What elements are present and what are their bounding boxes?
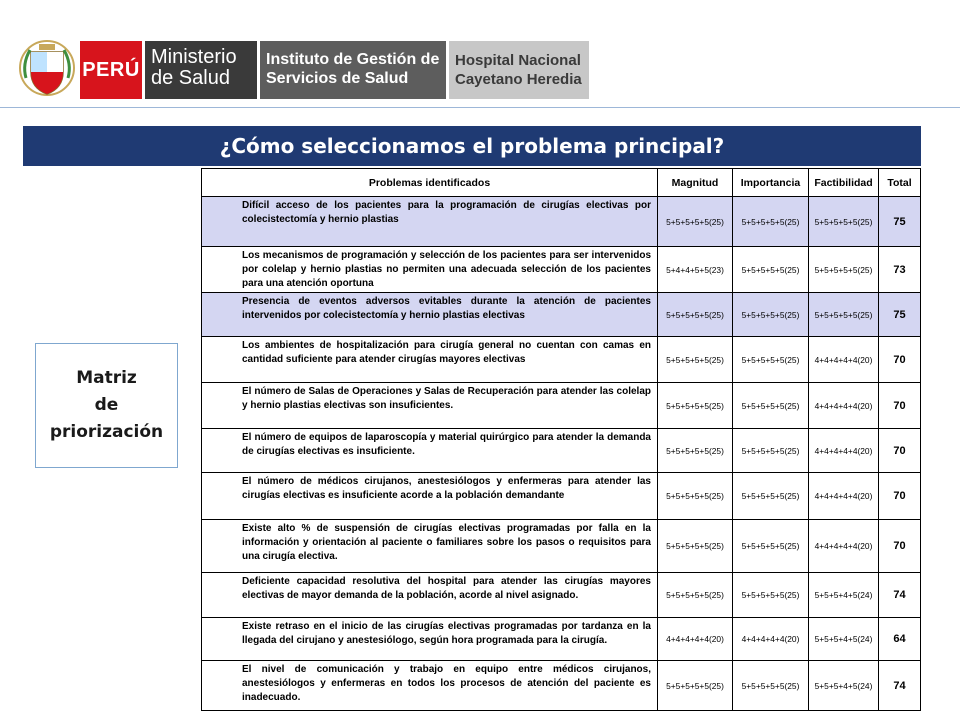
importancia-cell: 5+5+5+5+5(25) (733, 661, 809, 711)
problem-cell: Presencia de eventos adversos evitables durante la atención de pacientes intervenidos por colecistectomía y hernio plastias electivas (202, 293, 658, 337)
header-total: Total (879, 169, 921, 197)
problem-cell: El número de médicos cirujanos, anestesiólogos y enfermeras para atender las cirugías electivas es insuficiente acorde a la población demandante (202, 473, 658, 520)
total-cell: 74 (879, 661, 921, 711)
table-row (202, 618, 921, 661)
table-body (202, 197, 921, 711)
factibilidad-cell: 5+5+5+4+5(24) (809, 618, 879, 661)
importancia-cell: 5+5+5+5+5(25) (733, 383, 809, 429)
factibilidad-cell: 4+4+4+4+4(20) (809, 429, 879, 473)
problem-cell: Los ambientes de hospitalización para cirugía general no cuentan con camas en cantidad suficiente para atender cirugías mayores electivas (202, 337, 658, 383)
importancia-cell: 5+5+5+5+5(25) (733, 293, 809, 337)
coat-of-arms-icon (18, 38, 76, 102)
magnitud-cell: 5+5+5+5+5(25) (658, 573, 733, 618)
problem-cell: Difícil acceso de los pacientes para la programación de cirugías electivas por colecistectomía y hernio plastias (202, 197, 658, 247)
magnitud-cell: 5+5+5+5+5(25) (658, 337, 733, 383)
slide-title: ¿Cómo seleccionamos el problema principal? (219, 134, 725, 158)
importancia-cell: 5+5+5+5+5(25) (733, 473, 809, 520)
importancia-cell: 5+5+5+5+5(25) (733, 197, 809, 247)
total-cell: 70 (879, 429, 921, 473)
total-cell: 70 (879, 473, 921, 520)
matrix-label-line1: Matriz (76, 368, 137, 388)
problem-cell: Deficiente capacidad resolutiva del hospital para atender las cirugías mayores electivas de mayor demanda de la población, acorde al nivel asignado. (202, 573, 658, 618)
problem-cell: Los mecanismos de programación y selección de los pacientes para ser intervenidos por colelap y hernio plastias no permiten una adecuada selección de los pacientes para una atención oportuna (202, 247, 658, 293)
table-row (202, 337, 921, 383)
importancia-cell: 5+5+5+5+5(25) (733, 573, 809, 618)
magnitud-cell: 5+5+5+5+5(25) (658, 429, 733, 473)
table-row (202, 383, 921, 429)
magnitud-cell: 5+5+5+5+5(25) (658, 661, 733, 711)
hospital-line2: Cayetano Heredia (455, 71, 582, 88)
hospital-logo (449, 41, 589, 99)
table-header-row (202, 169, 921, 197)
problem-cell: El número de Salas de Operaciones y Salas de Recuperación para atender las colelap y hernio plastias electivas son insuficientes. (202, 383, 658, 429)
magnitud-cell: 5+5+5+5+5(25) (658, 473, 733, 520)
factibilidad-cell: 5+5+5+5+5(25) (809, 247, 879, 293)
header-problemas: Problemas identificados (202, 169, 658, 197)
factibilidad-cell: 4+4+4+4+4(20) (809, 520, 879, 573)
matrix-label-line2: de (94, 395, 119, 415)
header-divider (0, 107, 960, 108)
hospital-line1: Hospital Nacional (455, 52, 581, 69)
magnitud-cell: 4+4+4+4+4(20) (658, 618, 733, 661)
matrix-label-box (35, 343, 178, 468)
problem-cell: El número de equipos de laparoscopía y material quirúrgico para atender la demanda de cirugías electivas es insuficiente. (202, 429, 658, 473)
instituto-line1: Instituto de Gestión de (266, 51, 440, 68)
header-factibilidad: Factibilidad (809, 169, 879, 197)
importancia-cell: 5+5+5+5+5(25) (733, 337, 809, 383)
factibilidad-cell: 4+4+4+4+4(20) (809, 473, 879, 520)
factibilidad-cell: 5+5+5+4+5(24) (809, 661, 879, 711)
importancia-cell: 5+5+5+5+5(25) (733, 247, 809, 293)
table-row (202, 661, 921, 711)
problem-cell: Existe retraso en el inicio de las cirugías electivas programadas por tardanza en la llegada del cirujano y anestesiólogo, según hora programada para la cirugía. (202, 618, 658, 661)
factibilidad-cell: 4+4+4+4+4(20) (809, 383, 879, 429)
peru-logo-text: PERÚ (82, 58, 140, 81)
header-magnitud: Magnitud (658, 169, 733, 197)
table-row (202, 573, 921, 618)
factibilidad-cell: 5+5+5+5+5(25) (809, 293, 879, 337)
table-row (202, 293, 921, 337)
factibilidad-cell: 5+5+5+5+5(25) (809, 197, 879, 247)
total-cell: 73 (879, 247, 921, 293)
total-cell: 70 (879, 383, 921, 429)
matrix-label-line3: priorización (49, 422, 164, 442)
factibilidad-cell: 4+4+4+4+4(20) (809, 337, 879, 383)
magnitud-cell: 5+5+5+5+5(25) (658, 293, 733, 337)
instituto-line2: Servicios de Salud (266, 70, 409, 87)
table-row (202, 197, 921, 247)
prioritization-matrix-table (201, 168, 921, 711)
ministerio-line2: de Salud (151, 67, 230, 89)
ministerio-logo (145, 41, 257, 99)
magnitud-cell: 5+5+5+5+5(25) (658, 383, 733, 429)
table-row (202, 429, 921, 473)
importancia-cell: 5+5+5+5+5(25) (733, 429, 809, 473)
total-cell: 74 (879, 573, 921, 618)
magnitud-cell: 5+5+5+5+5(25) (658, 197, 733, 247)
institutional-header (0, 0, 960, 108)
magnitud-cell: 5+5+5+5+5(25) (658, 520, 733, 573)
problem-cell: El nivel de comunicación y trabajo en equipo entre médicos cirujanos, anestesiólogos y enfermeras en todos los procesos de atención del paciente es inadecuado. (202, 661, 658, 711)
peru-logo (80, 41, 142, 99)
slide-title-banner (23, 126, 921, 166)
total-cell: 75 (879, 293, 921, 337)
magnitud-cell: 5+4+4+5+5(23) (658, 247, 733, 293)
header-importancia: Importancia (733, 169, 809, 197)
importancia-cell: 4+4+4+4+4(20) (733, 618, 809, 661)
total-cell: 64 (879, 618, 921, 661)
total-cell: 70 (879, 520, 921, 573)
importancia-cell: 5+5+5+5+5(25) (733, 520, 809, 573)
table-row (202, 473, 921, 520)
problem-cell: Existe alto % de suspensión de cirugías electivas programadas por falla en la información y orientación al paciente o familiares sobre los pasos o requisitos para una cirugía electiva. (202, 520, 658, 573)
instituto-logo (260, 41, 446, 99)
factibilidad-cell: 5+5+5+4+5(24) (809, 573, 879, 618)
table-row (202, 520, 921, 573)
total-cell: 75 (879, 197, 921, 247)
table-row (202, 247, 921, 293)
ministerio-line1: Ministerio (151, 46, 237, 68)
total-cell: 70 (879, 337, 921, 383)
